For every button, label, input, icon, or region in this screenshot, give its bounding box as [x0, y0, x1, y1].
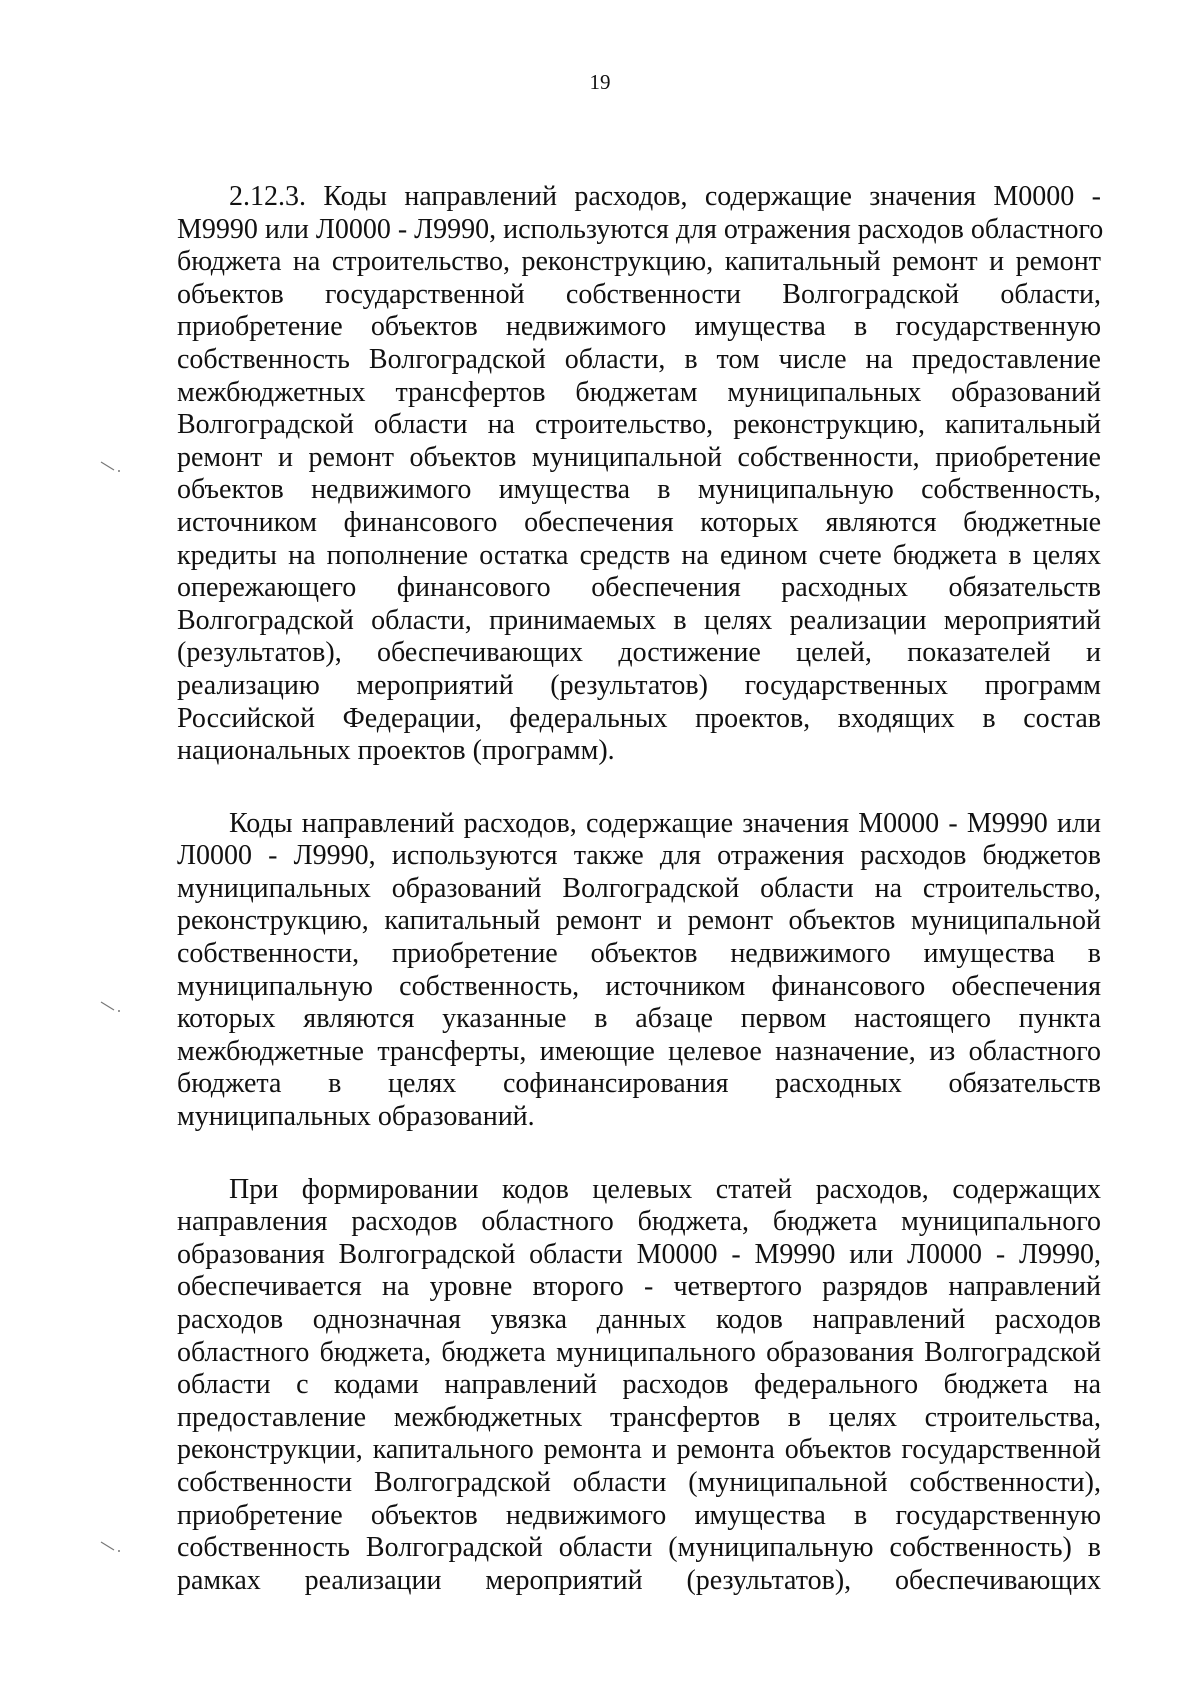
- text-line: обеспечивается на уровне второго - четвертого разрядов направлений: [177, 1271, 1101, 1303]
- text-line: расходов однозначная увязка данных кодов направлений расходов: [177, 1304, 1101, 1335]
- text-line: бюджета в целях софинансирования расходных обязательств: [177, 1068, 1101, 1100]
- text-line: рамках реализации мероприятий (результатов), обеспечивающих: [177, 1564, 1101, 1596]
- text-line: бюджета на строительство, реконструкцию, капитальный ремонт и ремонт: [177, 246, 1101, 278]
- document-body: [177, 181, 1104, 1597]
- text-line: Л0000 - Л9990, используются также для отражения расходов бюджетов: [177, 840, 1101, 872]
- text-line: ремонт и ремонт объектов муниципальной собственности, приобретение: [177, 441, 1101, 473]
- text-line: объектов недвижимого имущества в муниципальную собственность,: [177, 474, 1101, 506]
- text-line: реконструкцию, капитальный ремонт и ремонт объектов муниципальной: [177, 905, 1101, 937]
- text-line: реконструкции, капитального ремонта и ремонта объектов государственной: [177, 1434, 1101, 1466]
- text-line: муниципальных образований.: [177, 1101, 535, 1133]
- text-line: образования Волгоградской области М0000 - М9990 или Л0000 - Л9990,: [177, 1238, 1101, 1270]
- text-line: межбюджетных трансфертов бюджетам муниципальных образований: [177, 376, 1101, 408]
- text-line: опережающего финансового обеспечения расходных обязательств: [177, 572, 1101, 604]
- text-line: реализацию мероприятий (результатов) государственных программ: [177, 669, 1101, 701]
- text-line: М9990 или Л0000 - Л9990, используются для отражения расходов областного: [177, 213, 1104, 245]
- paragraph-second: [177, 808, 1101, 1134]
- paragraph-third: [177, 1174, 1101, 1598]
- text-line: областного бюджета, бюджета муниципального образования Волгоградской: [177, 1336, 1101, 1368]
- text-line: предоставление межбюджетных трансфертов в целях строительства,: [177, 1401, 1101, 1433]
- text-line: объектов государственной собственности Волгоградской области,: [177, 278, 1101, 310]
- page-number: 19: [589, 70, 611, 94]
- margin-mark: [100, 1001, 122, 1013]
- text-line: собственности Волгоградской области (муниципальной собственности),: [177, 1466, 1101, 1498]
- text-line: направления расходов областного бюджета, бюджета муниципального: [177, 1206, 1101, 1238]
- margin-mark: [100, 1541, 122, 1553]
- text-line: Коды направлений расходов, содержащие значения М0000 - М9990 или: [229, 807, 1101, 839]
- text-line: собственности, приобретение объектов недвижимого имущества в: [177, 938, 1101, 970]
- text-line: При формировании кодов целевых статей расходов, содержащих: [229, 1173, 1101, 1205]
- text-line: Волгоградской области, принимаемых в целях реализации мероприятий: [177, 604, 1101, 636]
- text-line: кредиты на пополнение остатка средств на едином счете бюджета в целях: [177, 539, 1101, 571]
- text-line: Российской Федерации, федеральных проектов, входящих в состав: [177, 702, 1101, 734]
- text-line: 2.12.3. Коды направлений расходов, содержащие значения М0000 -: [229, 181, 1101, 212]
- text-line: муниципальных образований Волгоградской области на строительство,: [177, 872, 1101, 904]
- text-line: источником финансового обеспечения которых являются бюджетные: [177, 506, 1101, 538]
- paragraph-2-12-3: [177, 181, 1104, 768]
- text-line: собственность Волгоградской области, в том числе на предоставление: [177, 343, 1101, 375]
- text-line: приобретение объектов недвижимого имущества в государственную: [177, 311, 1101, 343]
- text-line: которых являются указанные в абзаце первом настоящего пункта: [177, 1003, 1101, 1035]
- margin-mark: [100, 461, 122, 473]
- text-line: муниципальную собственность, источником финансового обеспечения: [177, 970, 1101, 1002]
- text-line: (результатов), обеспечивающих достижение целей, показателей и: [177, 637, 1101, 669]
- text-line: межбюджетные трансферты, имеющие целевое назначение, из областного: [177, 1035, 1101, 1067]
- text-line: приобретение объектов недвижимого имущества в государственную: [177, 1499, 1101, 1531]
- text-line: собственность Волгоградской области (муниципальную собственность) в: [177, 1532, 1101, 1564]
- text-line: области с кодами направлений расходов федерального бюджета на: [177, 1369, 1101, 1401]
- text-line: национальных проектов (программ).: [177, 735, 615, 767]
- text-line: Волгоградской области на строительство, реконструкцию, капитальный: [177, 409, 1101, 441]
